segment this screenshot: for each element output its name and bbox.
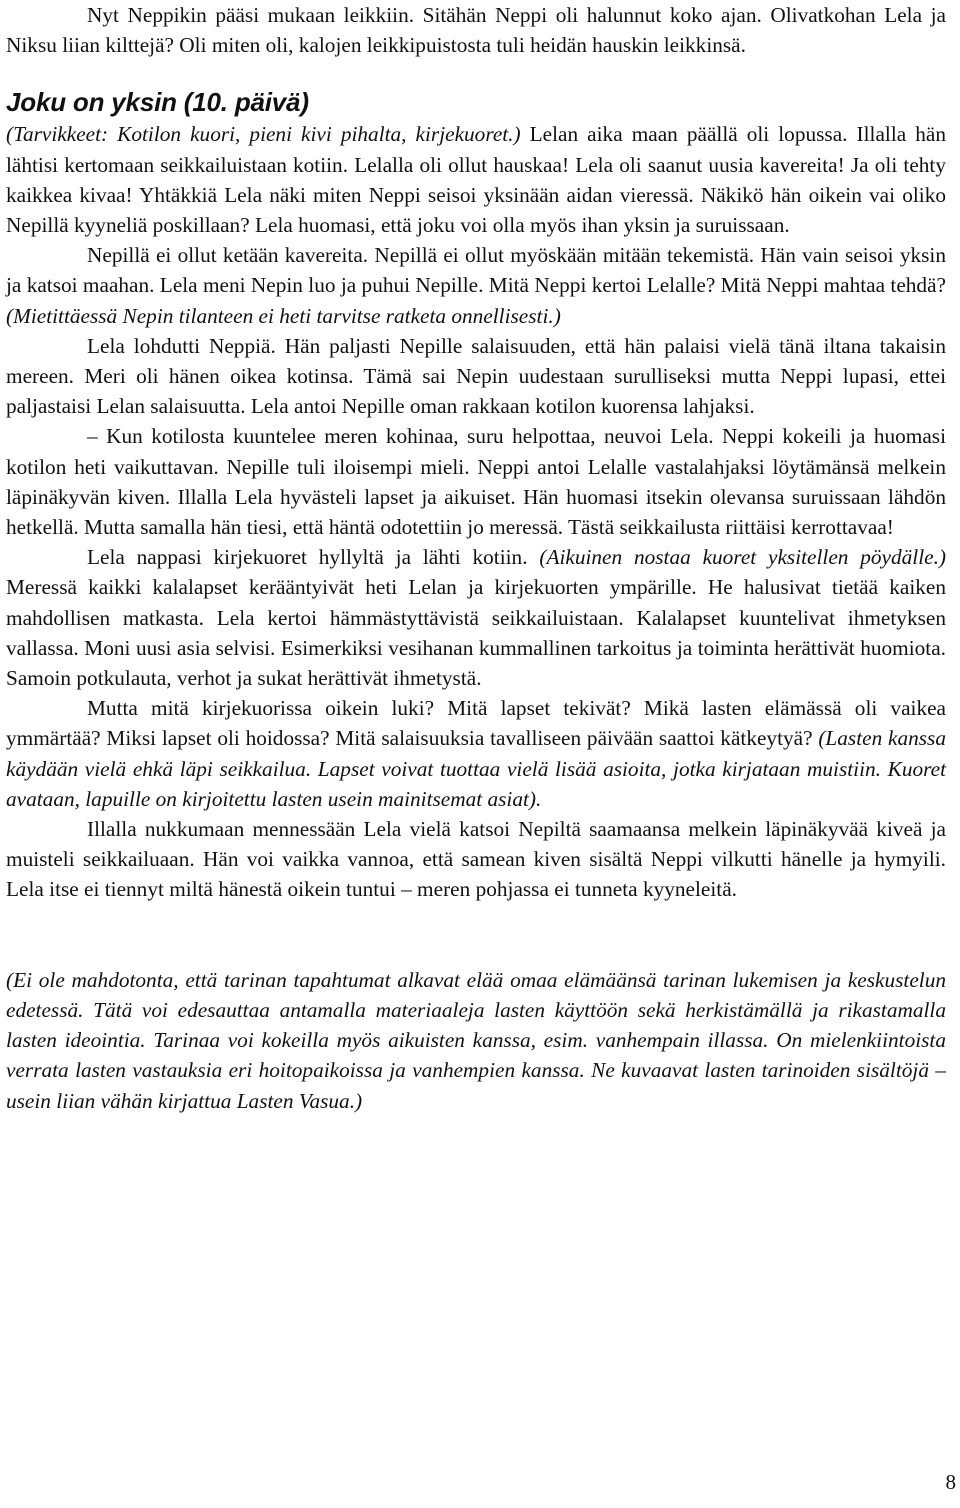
intro-text: Nyt Neppikin pääsi mukaan leikkiin. Sitähän Neppi oli halunnut koko ajan. Olivatkohan Lela ja Niksu liian kilttejä? Oli miten oli, kalojen leikkipuistosta tuli heidän hauskin leikkinsä. [6,3,946,58]
supplies-note: (Tarvikkeet: Kotilon kuori, pieni kivi pihalta, kirjekuoret.) [6,122,521,147]
paragraph-3 [6,331,946,422]
paragraph-1 [6,119,946,240]
paragraph-5 [6,542,946,693]
paragraph-3-text: Lela lohdutti Neppiä. Hän paljasti Nepille salaisuuden, että hän palaisi vielä tänä iltana takaisin mereen. Meri oli hänen oikea kotinsa. Tämä sai Nepin uudestaan surulliseksi mutta Neppi lupasi, ettei paljastaisi Lelan salaisuutta. Lela antoi Nepille oman rakkaan kotilon kuorensa lahjaksi. [6,333,946,419]
paragraph-4 [6,421,946,542]
document-page [6,0,946,1116]
paragraph-7 [6,814,946,905]
paragraph-6-italic-note: (Lasten kanssa käydään vielä ehkä läpi seikkailua. Lapset voivat tuottaa vielä lisää asioita, jotka kirjataan muistiin. Kuoret avataan, lapuille on kirjoitettu lasten usein mainitsemat asiat). [6,726,946,811]
paragraph-5-rest: Meressä kaikki kalalapset kerääntyivät heti Lelan ja kirjekuorten ympärille. He halusivat tietää kaiken mahdollisen matkasta. Lela kertoi hämmästyttävistä seikkailuistaan. Kalalapset kuuntelivat ihmetyksen vallassa. Moni uusi asia selvisi. Esimerkiksi vesihanan kummallinen tarkoitus ja toiminta herättivät huomiota. Samoin potkulauta, verhot ja sukat herättivät ihmetystä. [6,575,946,691]
closing-note: (Ei ole mahdotonta, että tarinan tapahtumat alkavat elää omaa elämäänsä tarinan lukemisen ja keskustelun edetessä. Tätä voi edesauttaa antamalla materiaaleja lasten käyttöön sekä herkistämällä ja rikastamalla lasten ideointia. Tarinaa voi kokeilla myös aikuisten kanssa, esim. vanhempain illassa. On mielenkiintoista verrata lasten vastauksia eri hoitopaikoissa ja vanhempien kanssa. Ne kuvaavat lasten tarinoiden sisältöjä – usein liian vähän kirjattua Lasten Vasua.) [6,967,946,1113]
section-heading: Joku on yksin (10. päivä) [6,87,309,118]
section-spacer [6,905,946,965]
paragraph-5-italic-note: (Aikuinen nostaa kuoret yksitellen pöydälle.) [539,545,946,570]
paragraph-4-text: – Kun kotilosta kuuntelee meren kohinaa, suru helpottaa, neuvoi Lela. Neppi kokeili ja huomasi kotilon heti vaikuttavan. Nepille tuli iloisempi mieli. Neppi antoi Lelalle vastalahjaksi löytämänsä melkein läpinäkyvän kiven. Illalla Lela hyvästeli lapset ja aikuiset. Hän huomasi itsekin olevansa suruissaan lähdön hetkellä. Mutta samalla hän tiesi, että häntä odotettiin jo meressä. Tästä seikkailusta riittäisi kerrottavaa! [6,424,946,540]
paragraph-6-text: Mutta mitä kirjekuorissa oikein luki? Mitä lapset tekivät? Mikä lasten elämässä oli vaikea ymmärtää? Miksi lapset oli hoidossa? Mitä salaisuuksia tavalliseen päivään saattoi kätkeytyä? [6,696,946,751]
paragraph-2-text: Nepillä ei ollut ketään kavereita. Nepillä ei ollut myöskään mitään tekemistä. Hän vain seisoi yksin ja katsoi maahan. Lela meni Nepin luo ja puhui Nepille. Mitä Neppi kertoi Lelalle? Mitä Neppi mahtaa tehdä? [6,243,946,298]
paragraph-5-text: Lela nappasi kirjekuoret hyllyltä ja lähti kotiin. [87,545,540,570]
paragraph-6 [6,693,946,814]
page-number: 8 [945,1470,956,1494]
paragraph-7-text: Illalla nukkumaan mennessään Lela vielä katsoi Nepiltä saamaansa melkein läpinäkyvää kiveä ja muisteli seikkailuaan. Hän voi vaikka vannoa, että samean kiven sisältä Neppi vilkutti hänelle ja hymyili. Lela itse ei tiennyt miltä hänestä oikein tuntui – meren pohjassa ei tunneta kyyneleitä. [6,817,946,902]
intro-paragraph [6,0,946,60]
paragraph-2 [6,240,946,331]
paragraph-2-italic-note: (Mietittäessä Nepin tilanteen ei heti tarvitse ratketa onnellisesti.) [6,303,561,328]
paragraph-1-text: Lelan aika maan päällä oli lopussa. Illalla hän lähtisi kertomaan seikkailuistaan kotiin. Lelalla oli ollut hauskaa! Lela oli saanut uusia kavereita! Ja oli tehty kaikkea kivaa! Yhtäkkiä Lela näki miten Neppi seisoi yksinään aidan vieressä. Näkikö hän oikein vai oliko Nepillä kyyneliä poskillaan? Lela huomasi, että joku voi olla myös ihan yksin ja suruissaan. [6,122,946,238]
